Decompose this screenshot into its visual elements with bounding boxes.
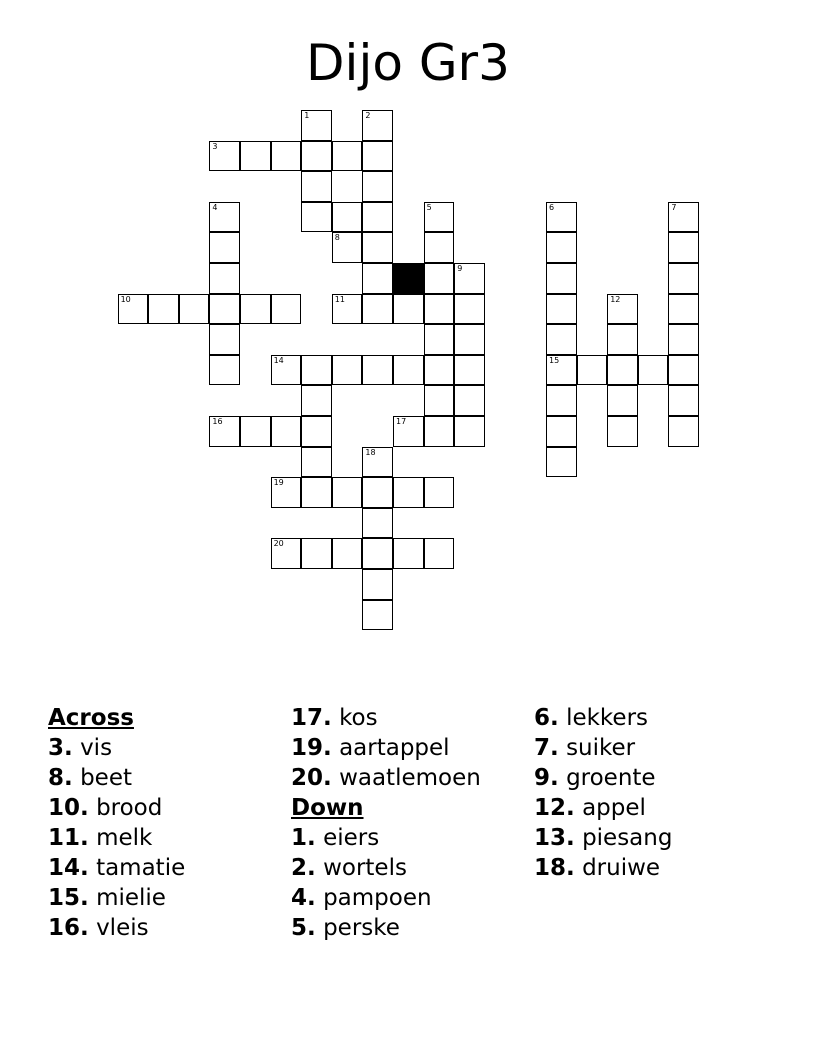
grid-cell[interactable] — [301, 477, 332, 508]
grid-cell[interactable] — [424, 416, 455, 447]
clue-item — [48, 883, 185, 913]
clue-item — [291, 913, 481, 943]
grid-cell[interactable] — [454, 385, 485, 416]
grid-cell[interactable] — [454, 294, 485, 325]
grid-cell[interactable] — [393, 477, 424, 508]
grid-cell[interactable] — [668, 232, 699, 263]
clue-heading: Down — [291, 795, 364, 821]
grid-cell[interactable] — [240, 416, 271, 447]
grid-cell[interactable] — [668, 355, 699, 386]
grid-cell[interactable] — [454, 416, 485, 447]
clue-item — [291, 733, 481, 763]
clue-item-text: tamatie — [96, 855, 186, 881]
clue-item — [534, 763, 672, 793]
clue-item — [291, 763, 481, 793]
grid-cell[interactable] — [393, 416, 424, 447]
clue-column-1 — [48, 703, 185, 943]
grid-cell[interactable] — [362, 355, 393, 386]
clue-item — [534, 733, 672, 763]
grid-cell[interactable] — [209, 324, 240, 355]
grid-cell[interactable] — [301, 447, 332, 478]
grid-cell[interactable] — [271, 538, 302, 569]
grid-cell[interactable] — [546, 294, 577, 325]
grid-cell[interactable] — [424, 538, 455, 569]
grid-cell[interactable] — [332, 477, 363, 508]
clue-item-text: aartappel — [339, 735, 450, 761]
grid-cell[interactable] — [271, 141, 302, 172]
grid-cell[interactable] — [424, 355, 455, 386]
grid-cell[interactable] — [424, 477, 455, 508]
grid-cell[interactable] — [209, 141, 240, 172]
grid-cell[interactable] — [118, 294, 149, 325]
grid-cell[interactable] — [668, 324, 699, 355]
clue-number: 8 — [334, 233, 340, 243]
clue-item-number: 14. — [48, 855, 89, 881]
grid-cell[interactable] — [546, 447, 577, 478]
clue-item-number: 6. — [534, 705, 559, 731]
clue-number: 2 — [365, 111, 371, 120]
grid-cell[interactable] — [209, 232, 240, 263]
clue-item-text: pampoen — [323, 885, 432, 911]
clue-item-text: druiwe — [582, 855, 661, 881]
clue-number: 16 — [212, 417, 223, 426]
grid-cell[interactable] — [424, 263, 455, 294]
grid-cell[interactable] — [546, 416, 577, 447]
grid-cell[interactable] — [332, 202, 363, 233]
clue-item-text: brood — [96, 795, 163, 821]
clue-item-text: wortels — [323, 855, 407, 881]
grid-cell[interactable] — [607, 324, 638, 355]
clue-item-number: 7. — [534, 735, 559, 761]
clue-item — [48, 733, 185, 763]
clue-item-text: groente — [566, 765, 656, 791]
clue-column-2 — [291, 703, 481, 943]
grid-cell[interactable] — [362, 232, 393, 263]
clue-item-text: beet — [80, 765, 132, 791]
clue-item-number: 8. — [48, 765, 73, 791]
clue-item — [48, 793, 185, 823]
grid-cell[interactable] — [209, 355, 240, 386]
clue-item — [48, 763, 185, 793]
clue-item-text: mielie — [96, 885, 166, 911]
clue-number: 11 — [334, 294, 345, 304]
grid-cell[interactable] — [271, 294, 302, 325]
grid-cell[interactable] — [301, 416, 332, 447]
clue-item-number: 17. — [291, 705, 332, 731]
clue-item-number: 20. — [291, 765, 332, 791]
grid-black-cell — [393, 263, 424, 294]
grid-cell[interactable] — [362, 569, 393, 600]
clue-item — [48, 913, 185, 943]
grid-cell[interactable] — [454, 263, 485, 294]
grid-cell[interactable] — [332, 355, 363, 386]
grid-cell[interactable] — [546, 324, 577, 355]
grid-cell[interactable] — [301, 141, 332, 172]
grid-cell[interactable] — [240, 141, 271, 172]
clue-item-number: 1. — [291, 825, 316, 851]
clue-item — [291, 703, 481, 733]
grid-cell[interactable] — [638, 355, 669, 386]
grid-cell[interactable] — [271, 477, 302, 508]
clue-item-number: 4. — [291, 885, 316, 911]
clue-item-text: kos — [339, 705, 378, 731]
grid-cell[interactable] — [607, 416, 638, 447]
clue-item — [291, 823, 481, 853]
clue-heading: Across — [48, 705, 134, 731]
grid-cell[interactable] — [577, 355, 608, 386]
grid-cell[interactable] — [668, 416, 699, 447]
grid-cell[interactable] — [424, 385, 455, 416]
clue-item-number: 10. — [48, 795, 89, 821]
grid-cell[interactable] — [546, 202, 577, 233]
grid-cell[interactable] — [362, 447, 393, 478]
grid-cell[interactable] — [546, 385, 577, 416]
grid-cell[interactable] — [179, 294, 210, 325]
grid-cell[interactable] — [301, 385, 332, 416]
grid-cell[interactable] — [362, 171, 393, 202]
clue-item — [291, 883, 481, 913]
grid-cell[interactable] — [454, 355, 485, 386]
clue-item — [534, 853, 672, 883]
clue-number: 19 — [273, 478, 284, 488]
clue-item-text: piesang — [582, 825, 673, 851]
grid-cell[interactable] — [209, 263, 240, 294]
grid-cell[interactable] — [362, 477, 393, 508]
grid-cell[interactable] — [668, 294, 699, 325]
grid-cell[interactable] — [607, 385, 638, 416]
grid-cell[interactable] — [546, 232, 577, 263]
clue-item-text: lekkers — [566, 705, 649, 731]
clue-item-number: 18. — [534, 855, 575, 881]
clue-number: 15 — [549, 355, 560, 365]
grid-cell[interactable] — [424, 294, 455, 325]
clue-number: 9 — [457, 264, 463, 273]
clue-item-text: suiker — [566, 735, 636, 761]
clue-number: 6 — [549, 202, 555, 212]
grid-cell[interactable] — [332, 141, 363, 172]
grid-cell[interactable] — [607, 355, 638, 386]
grid-cell[interactable] — [362, 538, 393, 569]
grid-cell[interactable] — [362, 141, 393, 172]
grid-cell[interactable] — [393, 294, 424, 325]
grid-cell[interactable] — [301, 202, 332, 233]
clue-item-number: 12. — [534, 795, 575, 821]
puzzle-title: Dijo Gr3 — [306, 34, 510, 92]
clue-item — [534, 703, 672, 733]
grid-cell[interactable] — [362, 294, 393, 325]
clue-number: 7 — [671, 202, 677, 212]
grid-cell[interactable] — [362, 508, 393, 539]
clue-item-text: appel — [582, 795, 646, 821]
grid-cell[interactable] — [240, 294, 271, 325]
clue-number: 3 — [212, 141, 218, 151]
clue-number: 12 — [610, 294, 621, 304]
grid-cell[interactable] — [668, 202, 699, 233]
clue-item-number: 15. — [48, 885, 89, 911]
clue-number: 14 — [273, 355, 284, 365]
clue-item-number: 3. — [48, 735, 73, 761]
grid-cell[interactable] — [301, 110, 332, 141]
clue-number: 18 — [365, 447, 376, 457]
grid-cell[interactable] — [546, 263, 577, 294]
grid-cell[interactable] — [209, 202, 240, 233]
clue-number: 4 — [212, 202, 218, 212]
clue-item-number: 11. — [48, 825, 89, 851]
clue-item — [534, 793, 672, 823]
grid-cell[interactable] — [362, 600, 393, 631]
clue-item-text: vleis — [96, 915, 149, 941]
grid-cell[interactable] — [301, 355, 332, 386]
grid-cell[interactable] — [332, 232, 363, 263]
grid-cell[interactable] — [148, 294, 179, 325]
grid-cell[interactable] — [668, 263, 699, 294]
clue-column-3 — [534, 703, 672, 883]
grid-cell[interactable] — [362, 110, 393, 141]
clue-item-text: eiers — [323, 825, 380, 851]
grid-cell[interactable] — [607, 294, 638, 325]
clue-item-text: melk — [96, 825, 153, 851]
clue-item-number: 5. — [291, 915, 316, 941]
grid-cell[interactable] — [332, 294, 363, 325]
clue-number: 5 — [426, 202, 432, 212]
grid-cell[interactable] — [393, 355, 424, 386]
grid-cell[interactable] — [209, 294, 240, 325]
grid-cell[interactable] — [546, 355, 577, 386]
grid-cell[interactable] — [271, 355, 302, 386]
clue-number: 10 — [120, 294, 131, 304]
clue-item-text: waatlemoen — [339, 765, 481, 791]
clue-number: 1 — [304, 111, 310, 120]
grid-cell[interactable] — [301, 171, 332, 202]
clue-item-number: 2. — [291, 855, 316, 881]
grid-cell[interactable] — [424, 324, 455, 355]
clue-item — [291, 853, 481, 883]
grid-cell[interactable] — [668, 385, 699, 416]
clue-item-text: perske — [323, 915, 400, 941]
clue-item — [48, 823, 185, 853]
clue-item-number: 9. — [534, 765, 559, 791]
clue-item — [534, 823, 672, 853]
clue-number: 20 — [273, 539, 284, 549]
grid-cell[interactable] — [454, 324, 485, 355]
grid-cell[interactable] — [332, 538, 363, 569]
grid-cell[interactable] — [209, 416, 240, 447]
clue-item-number: 16. — [48, 915, 89, 941]
clue-item-text: vis — [80, 735, 113, 761]
clue-item-number: 19. — [291, 735, 332, 761]
grid-cell[interactable] — [424, 232, 455, 263]
grid-cell[interactable] — [362, 202, 393, 233]
grid-cell[interactable] — [424, 202, 455, 233]
grid-cell[interactable] — [362, 263, 393, 294]
clue-item — [48, 853, 185, 883]
grid-cell[interactable] — [393, 538, 424, 569]
clue-number: 17 — [396, 417, 407, 426]
grid-cell[interactable] — [271, 416, 302, 447]
clue-item-number: 13. — [534, 825, 575, 851]
grid-cell[interactable] — [301, 538, 332, 569]
